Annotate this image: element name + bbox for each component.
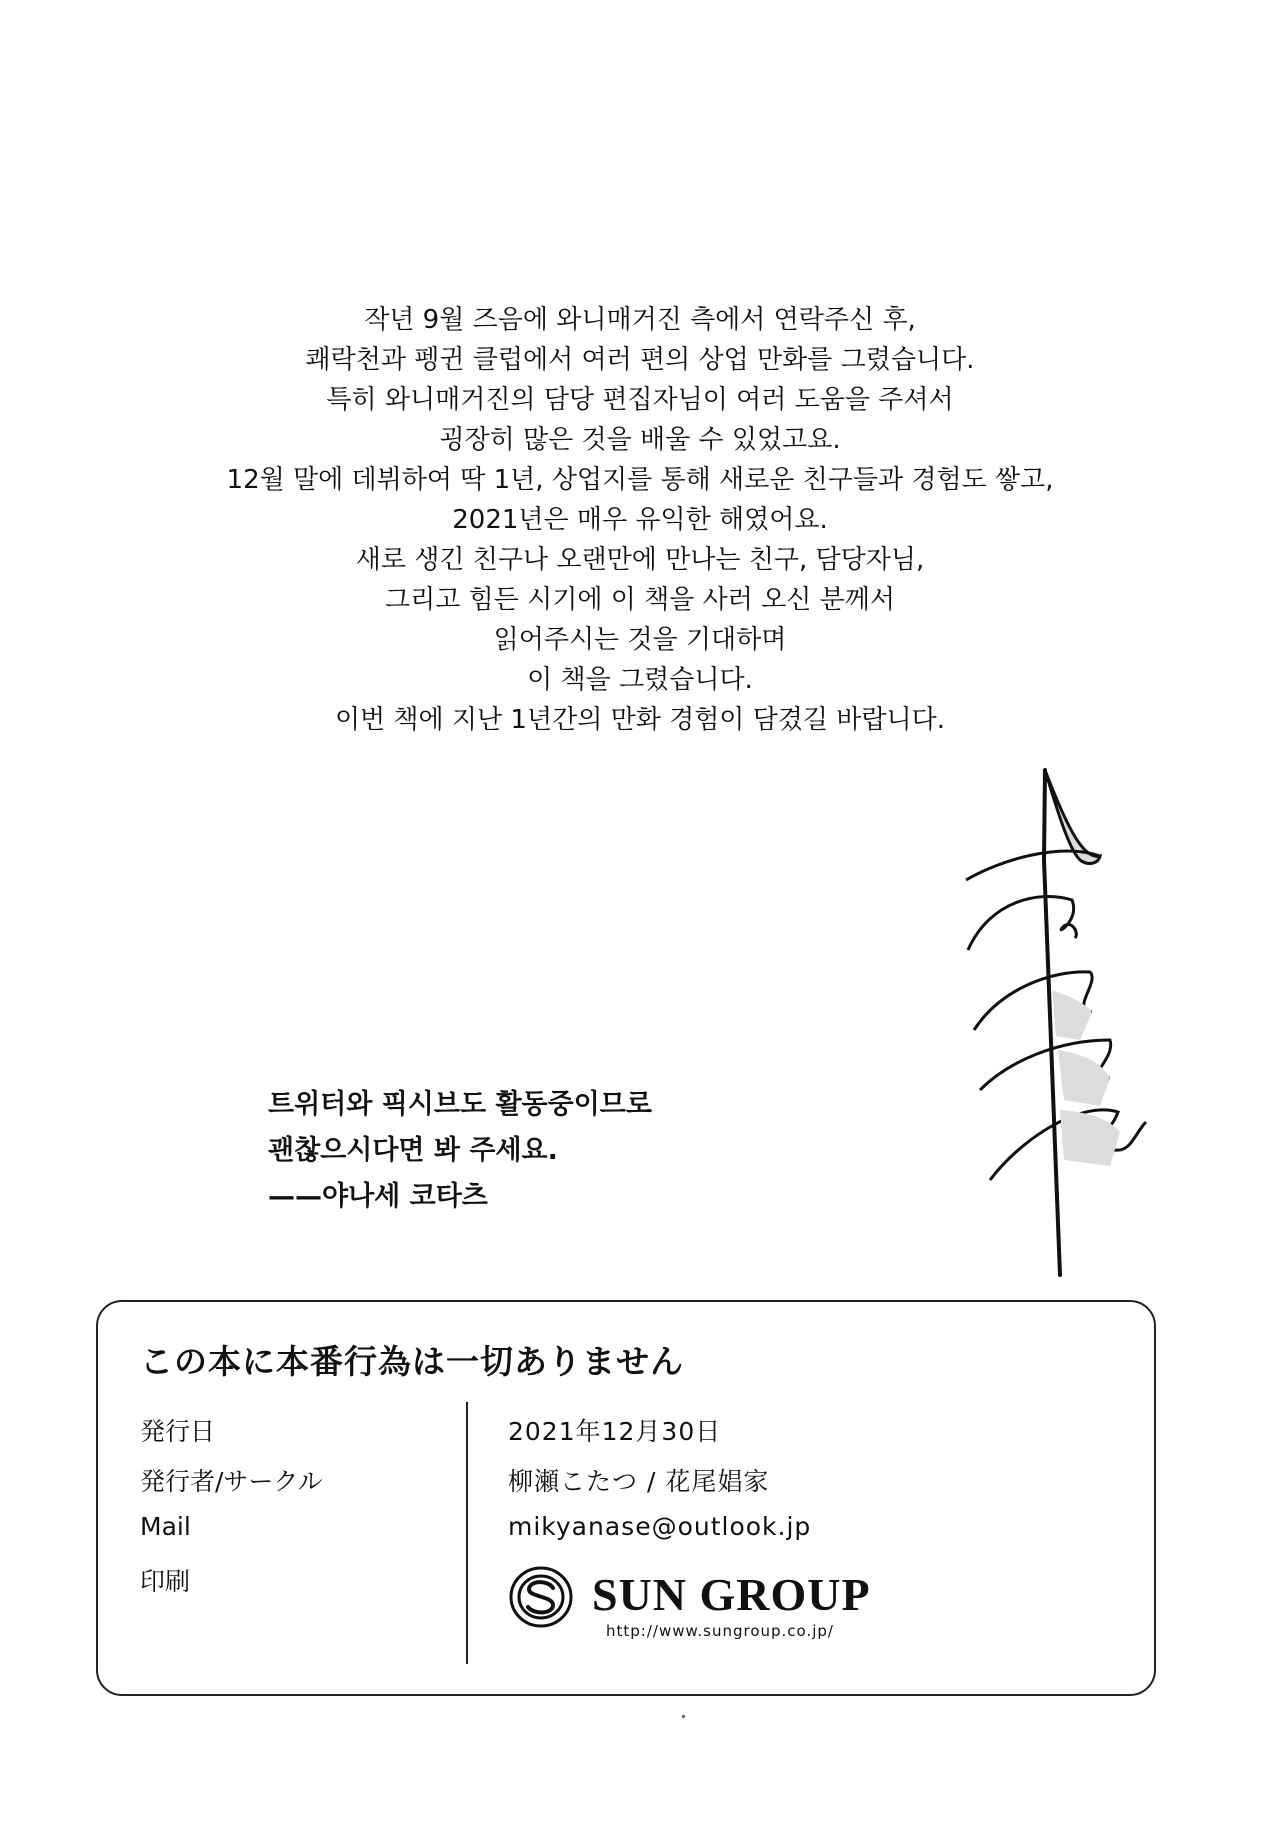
afterword-line: 12월 말에 데뷔하여 딱 1년, 상업지를 통해 새로운 친구들과 경험도 쌓고,	[226, 465, 1054, 495]
printer-name: SUN GROUP	[592, 1569, 871, 1620]
colophon-box	[96, 1300, 1156, 1696]
publisher-label: 発行者/サークル	[140, 1467, 323, 1496]
afterword-line: 작년 9월 즈음에 와니매거진 측에서 연락주신 후,	[364, 305, 916, 335]
afterword-line: 새로 생긴 친구나 오랜만에 만나는 친구, 담당자님,	[355, 545, 925, 575]
publish-date-label: 発行日	[140, 1417, 216, 1446]
afterword-line: 2021년은 매우 유익한 해였어요.	[452, 505, 828, 535]
sns-note	[268, 1082, 652, 1220]
afterword-line: 굉장히 많은 것을 배울 수 있었고요.	[439, 425, 841, 455]
colophon-title: この本に本番行為は一切ありません	[140, 1342, 684, 1381]
publisher-value: 柳瀬こたつ / 花尾娼家	[508, 1467, 770, 1496]
publish-date-value: 2021年12月30日	[508, 1417, 722, 1446]
afterword-line: 이번 책에 지난 1년간의 만화 경험이 담겼길 바랍니다.	[334, 705, 946, 735]
afterword-line: 특히 와니매거진의 담당 편집자님이 여러 도움을 주셔서	[326, 385, 954, 415]
sun-group-logo-icon	[508, 1564, 574, 1630]
page-dot	[682, 1715, 685, 1718]
sns-note-signoff: ——야나세 코타츠	[268, 1181, 488, 1212]
mail-value: mikyanase@outlook.jp	[508, 1512, 812, 1541]
afterword-line: 쾌락천과 펭귄 클럽에서 여러 편의 상업 만화를 그렸습니다.	[305, 345, 975, 375]
sns-note-line: 트위터와 픽시브도 활동중이므로	[268, 1089, 652, 1120]
afterword-line: 그리고 힘든 시기에 이 책을 사러 오신 분께서	[385, 585, 895, 615]
printer-logo	[508, 1564, 908, 1644]
colophon-divider	[466, 1402, 468, 1664]
printer-label: 印刷	[140, 1567, 191, 1596]
author-signature	[960, 760, 1180, 1280]
printer-url: http://www.sungroup.co.jp/	[606, 1622, 834, 1640]
afterword-line: 이 책을 그렸습니다.	[527, 665, 753, 695]
afterword-text	[0, 300, 1280, 740]
mail-label: Mail	[140, 1512, 191, 1541]
afterword-line: 읽어주시는 것을 기대하며	[493, 625, 787, 655]
sns-note-line: 괜찮으시다면 봐 주세요.	[268, 1135, 558, 1166]
